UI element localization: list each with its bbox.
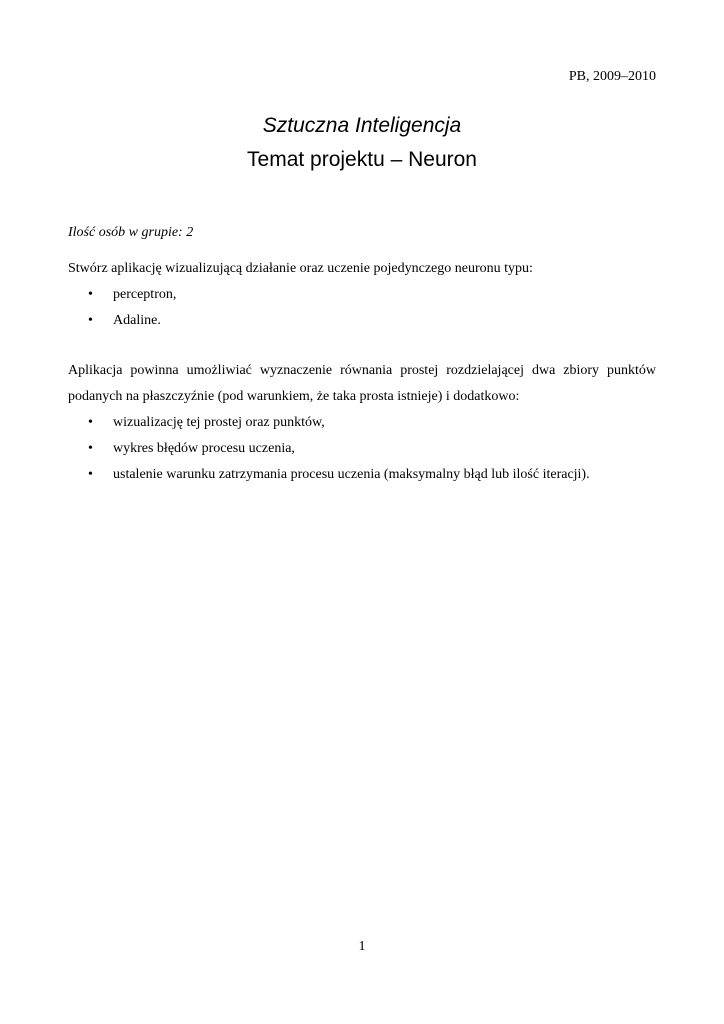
list-item-text: ustalenie warunku zatrzymania procesu uczenia (maksymalny błąd lub ilość iteracji).: [113, 467, 590, 482]
list-item-text: perceptron,: [113, 287, 177, 302]
list-item: [68, 410, 656, 436]
list-item-text: wykres błędów procesu uczenia,: [113, 441, 295, 456]
list-item-text: Adaline.: [113, 313, 161, 328]
bullet-icon: •: [88, 441, 93, 456]
list-item-text: wizualizację tej prostej oraz punktów,: [113, 415, 325, 430]
intro-paragraph: Stwórz aplikację wizualizującą działanie oraz uczenie pojedynczego neuronu typu:: [68, 261, 533, 276]
bullet-icon: •: [88, 287, 93, 302]
bullet-icon: •: [88, 415, 93, 430]
bullet-icon: •: [88, 467, 93, 482]
requirements-list: [68, 410, 656, 488]
header-author-years: PB, 2009–2010: [568, 69, 656, 84]
page-number: 1: [358, 939, 366, 954]
list-item: [68, 282, 656, 308]
course-title: Sztuczna Inteligencja: [262, 114, 462, 137]
bullet-icon: •: [88, 313, 93, 328]
list-item: [68, 308, 656, 334]
group-size-note: Ilość osób w grupie: 2: [68, 225, 194, 240]
neuron-types-list: [68, 282, 656, 334]
project-topic-title: Temat projektu – Neuron: [247, 148, 477, 171]
list-item: [68, 436, 656, 462]
list-item: [68, 462, 656, 488]
requirements-paragraph: Aplikacja powinna umożliwiać wyznaczenie równania prostej rozdzielającej dwa zbiory punktów podanych na płaszczyźnie (pod warunkiem, że taka prosta istnieje) i dodatkowo:: [68, 363, 656, 404]
